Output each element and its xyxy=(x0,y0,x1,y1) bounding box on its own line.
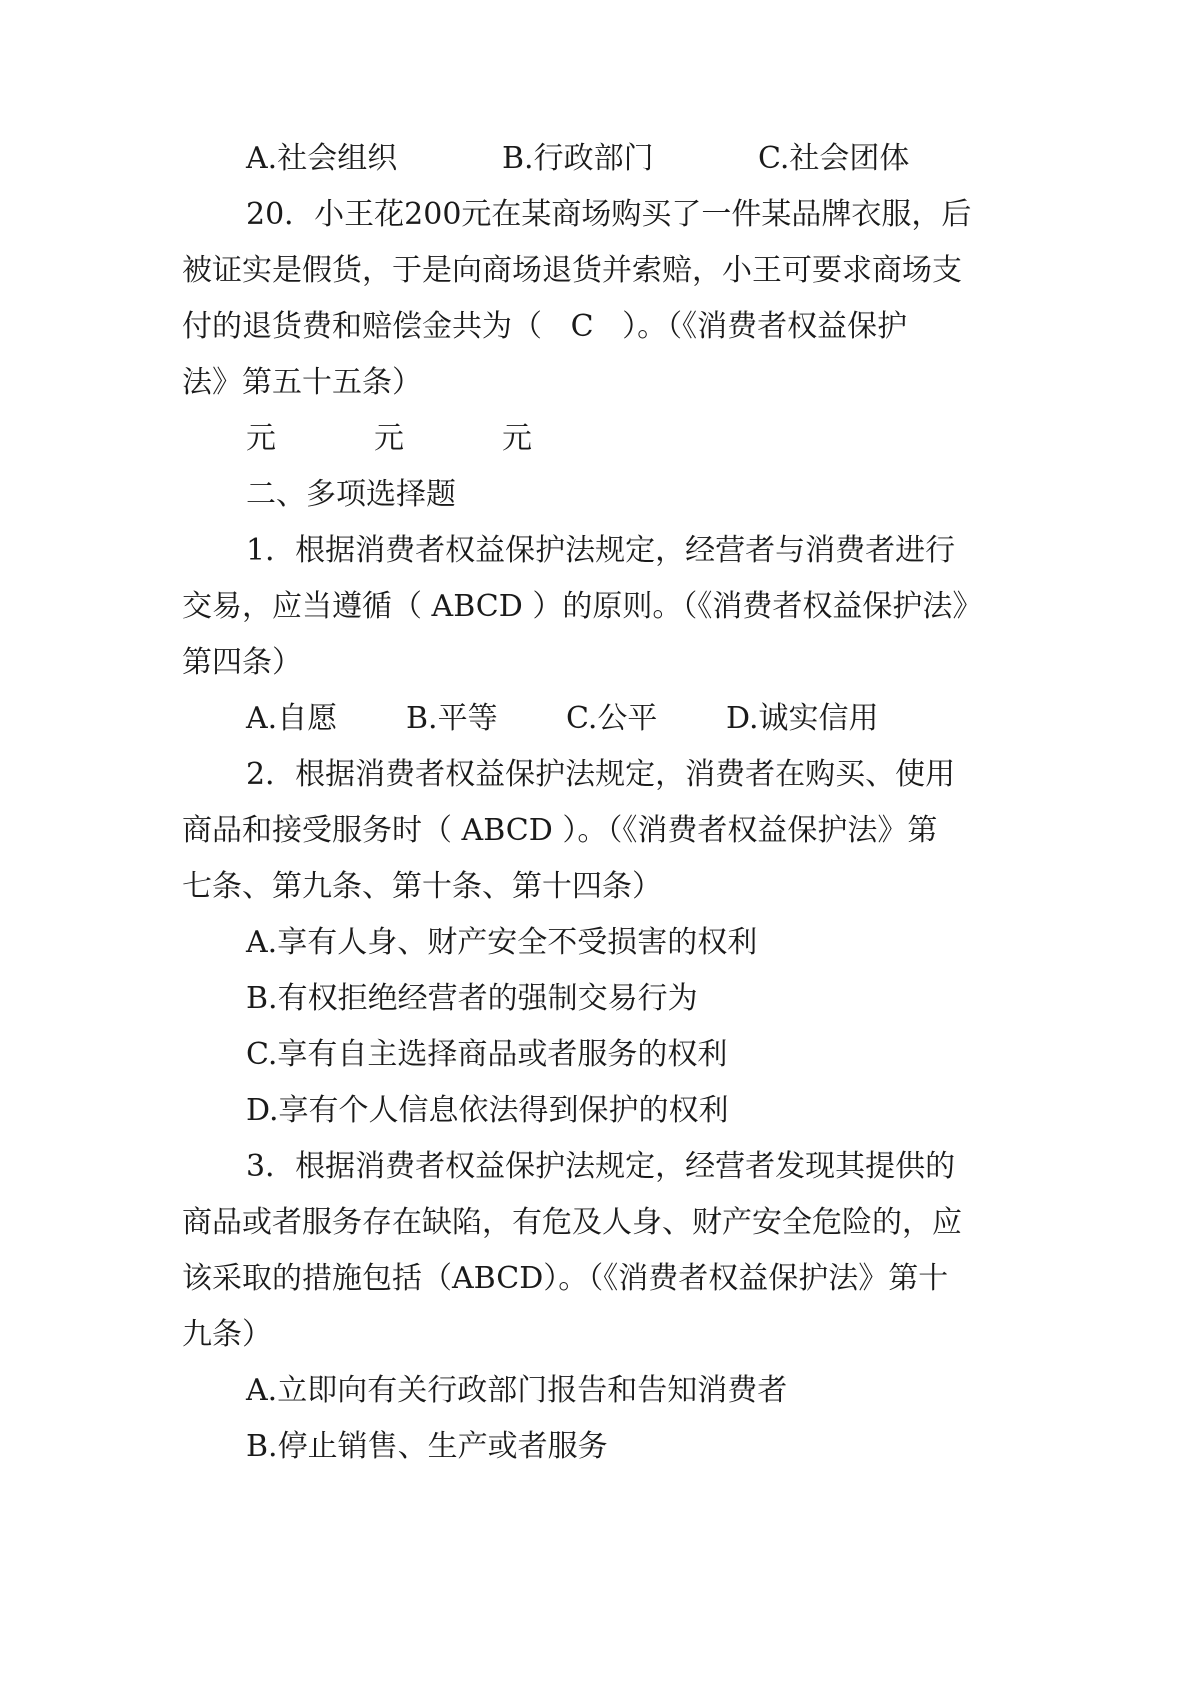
mq1-line-1: 1．根据消费者权益保护法规定，经营者与消费者进行 xyxy=(246,533,956,568)
mq1-line-3: 第四条） xyxy=(182,645,302,680)
mq2-line-3: 七条、第九条、第十条、第十四条） xyxy=(182,869,662,904)
mq2-option-d: D.享有个人信息依法得到保护的权利 xyxy=(246,1093,729,1128)
mq2-option-c: C.享有自主选择商品或者服务的权利 xyxy=(246,1037,728,1072)
mq2-option-a: A.享有人身、财产安全不受损害的权利 xyxy=(246,925,758,960)
mq2-option-b: B.有权拒绝经营者的强制交易行为 xyxy=(246,981,698,1016)
mq3-line-1: 3．根据消费者权益保护法规定，经营者发现其提供的 xyxy=(246,1149,956,1184)
mq1-option-c: C.公平 xyxy=(566,701,658,736)
q20-line-4: 法》第五十五条） xyxy=(182,365,422,400)
q19-option-a: A.社会组织 xyxy=(246,141,398,176)
mq1-option-b: B.平等 xyxy=(406,701,498,736)
mq2-line-2: 商品和接受服务时（ ABCD ）。（《消费者权益保护法》第 xyxy=(182,813,938,848)
mq3-option-a: A.立即向有关行政部门报告和告知消费者 xyxy=(246,1373,788,1408)
mq1-option-a: A.自愿 xyxy=(246,701,338,736)
q20-option-1: 元 xyxy=(246,421,276,456)
mq1-option-d: D.诚实信用 xyxy=(726,701,879,736)
mq3-option-b: B.停止销售、生产或者服务 xyxy=(246,1429,608,1464)
q20-line-3: 付的退货费和赔偿金共为（ C ）。（《消费者权益保护 xyxy=(182,309,908,344)
q20-option-3: 元 xyxy=(502,421,532,456)
mq1-line-2: 交易，应当遵循（ ABCD ）的原则。（《消费者权益保护法》 xyxy=(182,589,983,624)
q20-line-1: 20．小王花200元在某商场购买了一件某品牌衣服，后 xyxy=(246,197,972,232)
mq2-line-1: 2．根据消费者权益保护法规定，消费者在购买、使用 xyxy=(246,757,956,792)
mq3-line-3: 该采取的措施包括（ABCD）。（《消费者权益保护法》第十 xyxy=(182,1261,949,1296)
mq3-line-4: 九条） xyxy=(182,1317,272,1352)
q19-option-c: C.社会团体 xyxy=(758,141,910,176)
q19-option-b: B.行政部门 xyxy=(502,141,654,176)
q20-line-2: 被证实是假货，于是向商场退货并索赔，小王可要求商场支 xyxy=(182,253,962,288)
q20-option-2: 元 xyxy=(374,421,404,456)
section-title: 二、多项选择题 xyxy=(246,477,456,512)
mq3-line-2: 商品或者服务存在缺陷，有危及人身、财产安全危险的，应 xyxy=(182,1205,962,1240)
